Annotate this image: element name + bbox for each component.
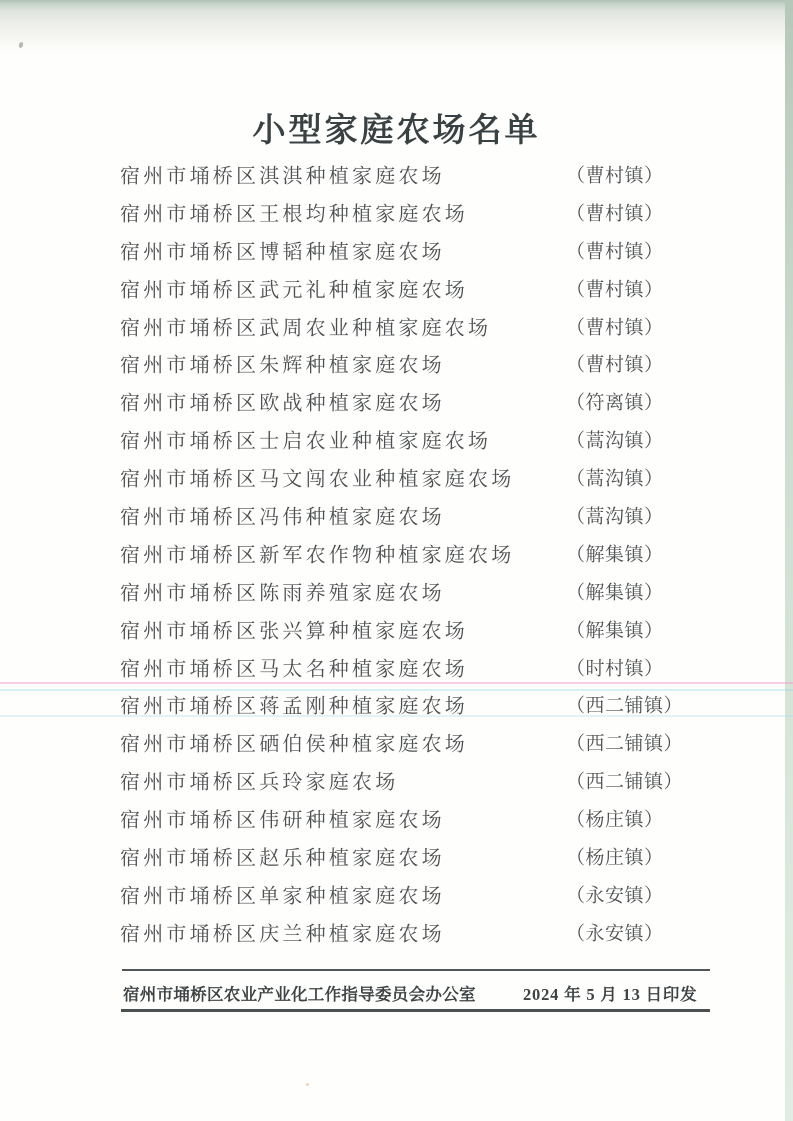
farm-name: 宿州市埇桥区蒋孟刚种植家庭农场: [120, 695, 468, 718]
farm-town: （符离镇）: [566, 392, 664, 414]
list-item: [0, 458, 793, 496]
footer-rule-bottom: [121, 1009, 710, 1012]
farm-name: 宿州市埇桥区朱辉种植家庭农场: [120, 354, 445, 377]
list-item: [0, 685, 793, 723]
list-item: [0, 875, 793, 913]
farm-name: 宿州市埇桥区庆兰种植家庭农场: [120, 923, 445, 946]
farm-town: （西二铺镇）: [566, 695, 684, 717]
farm-town: （杨庄镇）: [566, 847, 664, 869]
list-item: [0, 534, 793, 572]
farm-name: 宿州市埇桥区淇淇种植家庭农场: [120, 165, 445, 188]
farm-town: （曹村镇）: [566, 165, 664, 187]
farm-town: （蒿沟镇）: [566, 506, 664, 528]
footer-rule-top: [122, 969, 710, 971]
farm-town: （曹村镇）: [566, 203, 664, 225]
farm-list: [0, 155, 793, 951]
scan-speck: [18, 41, 24, 48]
footer-print-date: 2024 年 5 月 13 日印发: [523, 985, 698, 1004]
farm-name: 宿州市埇桥区王根均种植家庭农场: [120, 203, 468, 226]
farm-town: （时村镇）: [566, 658, 664, 680]
list-item: [0, 761, 793, 799]
farm-name: 宿州市埇桥区张兴算种植家庭农场: [120, 620, 468, 643]
farm-name: 宿州市埇桥区士启农业种植家庭农场: [120, 430, 492, 453]
farm-name: 宿州市埇桥区马太名种植家庭农场: [120, 658, 468, 681]
list-item: [0, 648, 793, 686]
list-item: [0, 799, 793, 837]
page-title: 小型家庭农场名单: [252, 111, 541, 148]
farm-name: 宿州市埇桥区陈雨养殖家庭农场: [120, 582, 445, 605]
list-item: [0, 610, 793, 648]
scan-speck-small: [306, 1083, 309, 1086]
farm-town: （西二铺镇）: [566, 733, 684, 755]
farm-town: （解集镇）: [566, 544, 664, 566]
list-item: [0, 155, 793, 193]
farm-name: 宿州市埇桥区伟研种植家庭农场: [120, 809, 445, 832]
list-item: [0, 307, 793, 345]
farm-town: （解集镇）: [566, 620, 664, 642]
farm-name: 宿州市埇桥区赵乐种植家庭农场: [120, 847, 445, 870]
farm-town: （曹村镇）: [566, 354, 664, 376]
list-item: [0, 231, 793, 269]
farm-town: （解集镇）: [566, 582, 664, 604]
farm-town: （曹村镇）: [566, 241, 664, 263]
farm-name: 宿州市埇桥区武周农业种植家庭农场: [120, 317, 492, 339]
farm-name: 宿州市埇桥区冯伟种植家庭农场: [120, 506, 445, 529]
list-item: [0, 723, 793, 761]
farm-name: 宿州市埇桥区武元礼种植家庭农场: [120, 279, 468, 302]
list-item: [0, 193, 793, 231]
farm-town: （西二铺镇）: [566, 771, 684, 793]
farm-name: 宿州市埇桥区马文闯农业种植家庭农场: [120, 468, 515, 491]
list-item: [0, 344, 793, 382]
footer-office: 宿州市埇桥区农业产业化工作指导委员会办公室: [123, 985, 476, 1004]
farm-town: （蒿沟镇）: [566, 468, 664, 490]
list-item: [0, 572, 793, 610]
list-item: [0, 269, 793, 307]
farm-name: 宿州市埇桥区新军农作物种植家庭农场: [120, 544, 515, 567]
list-item: [0, 496, 793, 534]
list-item: [0, 382, 793, 420]
farm-name: 宿州市埇桥区硒伯侯种植家庭农场: [120, 733, 468, 756]
farm-town: （永安镇）: [566, 923, 664, 945]
farm-town: （杨庄镇）: [566, 809, 664, 831]
list-item: [0, 913, 793, 951]
list-item: [0, 837, 793, 875]
farm-town: （永安镇）: [566, 885, 664, 907]
farm-name: 宿州市埇桥区欧战种植家庭农场: [120, 392, 445, 415]
farm-name: 宿州市埇桥区博韬种植家庭农场: [120, 241, 445, 264]
list-item: [0, 420, 793, 458]
farm-town: （蒿沟镇）: [566, 430, 664, 452]
farm-town: （曹村镇）: [566, 279, 664, 301]
farm-name: 宿州市埇桥区兵玲家庭农场: [120, 771, 399, 794]
farm-town: （曹村镇）: [566, 317, 664, 338]
scan-edge-top: [0, 0, 793, 52]
farm-name: 宿州市埇桥区单家种植家庭农场: [120, 885, 445, 908]
